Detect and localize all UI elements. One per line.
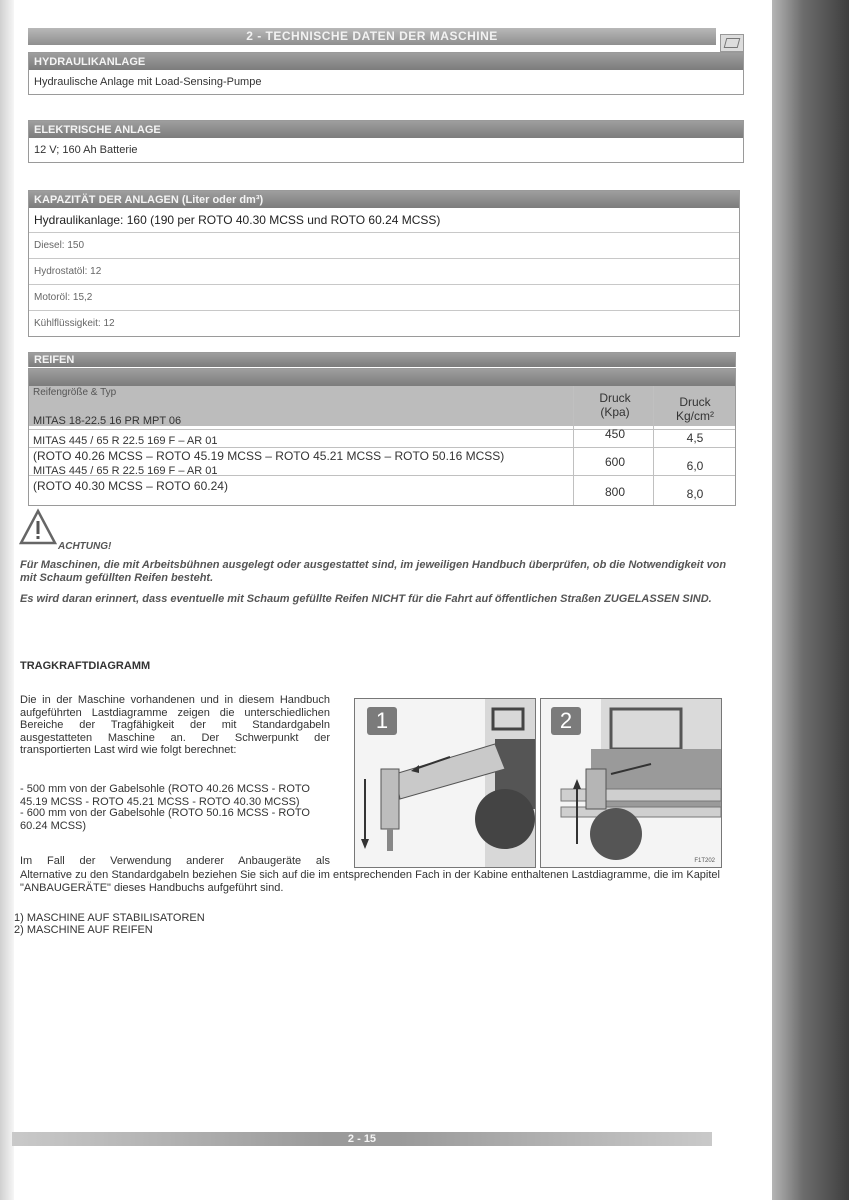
tragkraft-para-3: - 600 mm von der Gabelsohle (ROTO 50.16 MCSS - ROTO 60.24 MCSS) [20,807,310,832]
warning-title: ACHTUNG! [58,541,112,552]
section-row: Motoröl: 15,2 [29,285,739,311]
tragkraft-title: TRAGKRAFTDIAGRAMM [20,660,151,672]
page-number: 2 - 15 [12,1132,712,1146]
tire-row-3-type-line1: MITAS 445 / 65 R 22.5 169 F – AR 01 [33,465,218,477]
tire-row-2-kpa: 600 [604,455,626,469]
tire-row-1-kg: 4,5 [686,431,704,445]
section-row: Diesel: 150 [29,233,739,259]
section-row: Hydrostatöl: 12 [29,259,739,285]
page-right-shadow [772,0,849,1200]
col-kg-header-line1: Druck [679,395,711,409]
figure-stabilisatoren [354,698,536,868]
section-row: Kühlflüssigkeit: 12 [34,318,115,329]
tragkraft-list [14,912,205,936]
col-kg-header-line2: Kg/cm² [675,409,714,423]
list-item: 2) MASCHINE AUF REIFEN [14,924,153,936]
warning-text-2: Es wird daran erinnert, dass eventuelle mit Schaum gefüllte Reifen NICHT für die Fahrt auf öffentlichen Straßen ZUGELASSEN SIND. [20,593,712,605]
page-left-edge [0,0,14,1200]
section-hydraulik [28,52,744,95]
tire-row-3-kg: 8,0 [686,487,704,501]
section-title: ELEKTRISCHE ANLAGE [29,121,743,138]
section-title: HYDRAULIKANLAGE [29,53,743,70]
tire-row-1-kpa: 450 [604,427,626,441]
col-kpa-header-line1: Druck [599,391,631,405]
section-reifen-title [28,352,736,367]
col-type-header: Reifengröße & Typ [33,387,117,398]
tire-row-2-type-line2: (ROTO 40.26 MCSS – ROTO 45.19 MCSS – ROTO 45.21 MCSS – ROTO 50.16 MCSS) [33,449,505,463]
figure-number: 1 [367,707,397,735]
page-header: 2 - TECHNISCHE DATEN DER MASCHINE [28,28,716,45]
tragkraft-para-2: - 500 mm von der Gabelsohle (ROTO 40.26 MCSS - ROTO 45.19 MCSS - ROTO 45.21 MCSS - ROTO 40.30 MCSS) [20,783,310,808]
section-row: Hydraulikanlage: 160 (190 per ROTO 40.30 MCSS und ROTO 60.24 MCSS) [29,208,739,233]
tire-row-3-type-line2: (ROTO 40.30 MCSS – ROTO 60.24) [33,479,228,493]
warning-text-1: Für Maschinen, die mit Arbeitsbühnen ausgelegt oder ausgestattet sind, im jeweiligen Handbuch überprüfen, ob die Notwendigkeit von mit Schaum gefüllten Reifen besteht. [20,559,727,584]
list-item: 1) MASCHINE AUF STABILISATOREN [14,912,205,924]
figure-number: 2 [551,707,581,735]
tire-row-1-type: MITAS 18-22.5 16 PR MPT 06 [33,415,182,427]
section-row: Hydraulische Anlage mit Load-Sensing-Pumpe [34,76,262,88]
section-row: 12 V; 160 Ah Batterie [34,144,138,156]
tragkraft-para-1: Die in der Maschine vorhandenen und in diesem Handbuch aufgeführten Lastdiagramme zeigen die unterschiedlichen Bereiche der Tragfähigkeit der mit Standardgabeln ausgestatteten Maschine an. Der Schwerpunkt der transportierten Last wird wie folgt berechnet: [20,694,330,756]
section-elektrik [28,120,744,163]
tire-row-3-kpa: 800 [604,485,626,499]
section-title: KAPAZITÄT DER ANLAGEN (Liter oder dm³) [29,191,739,208]
tire-row-2-kg: 6,0 [686,459,704,473]
warning-icon [18,508,58,548]
col-kpa-header-line2: (Kpa) [600,405,630,419]
book-icon [720,34,744,52]
tire-table-band [29,369,735,386]
figure-reifen [540,698,722,868]
tragkraft-para-4a: Im Fall der Verwendung anderer Anbaugeräte als [20,855,330,867]
figure-code: F1T202 [694,858,715,864]
tire-table [28,368,736,506]
tire-row-2-type-line1: MITAS 445 / 65 R 22.5 169 F – AR 01 [33,435,218,447]
tragkraft-para-4b: Alternative zu den Standardgabeln beziehen Sie sich auf die im entsprechenden Fach in der Kabine enthaltenen Lastdiagramme, die im Kapitel "ANBAUGERÄTE" dieses Handbuchs aufgeführt sind. [20,869,720,894]
section-title: REIFEN [29,353,735,367]
section-kapazitaet [28,190,740,337]
